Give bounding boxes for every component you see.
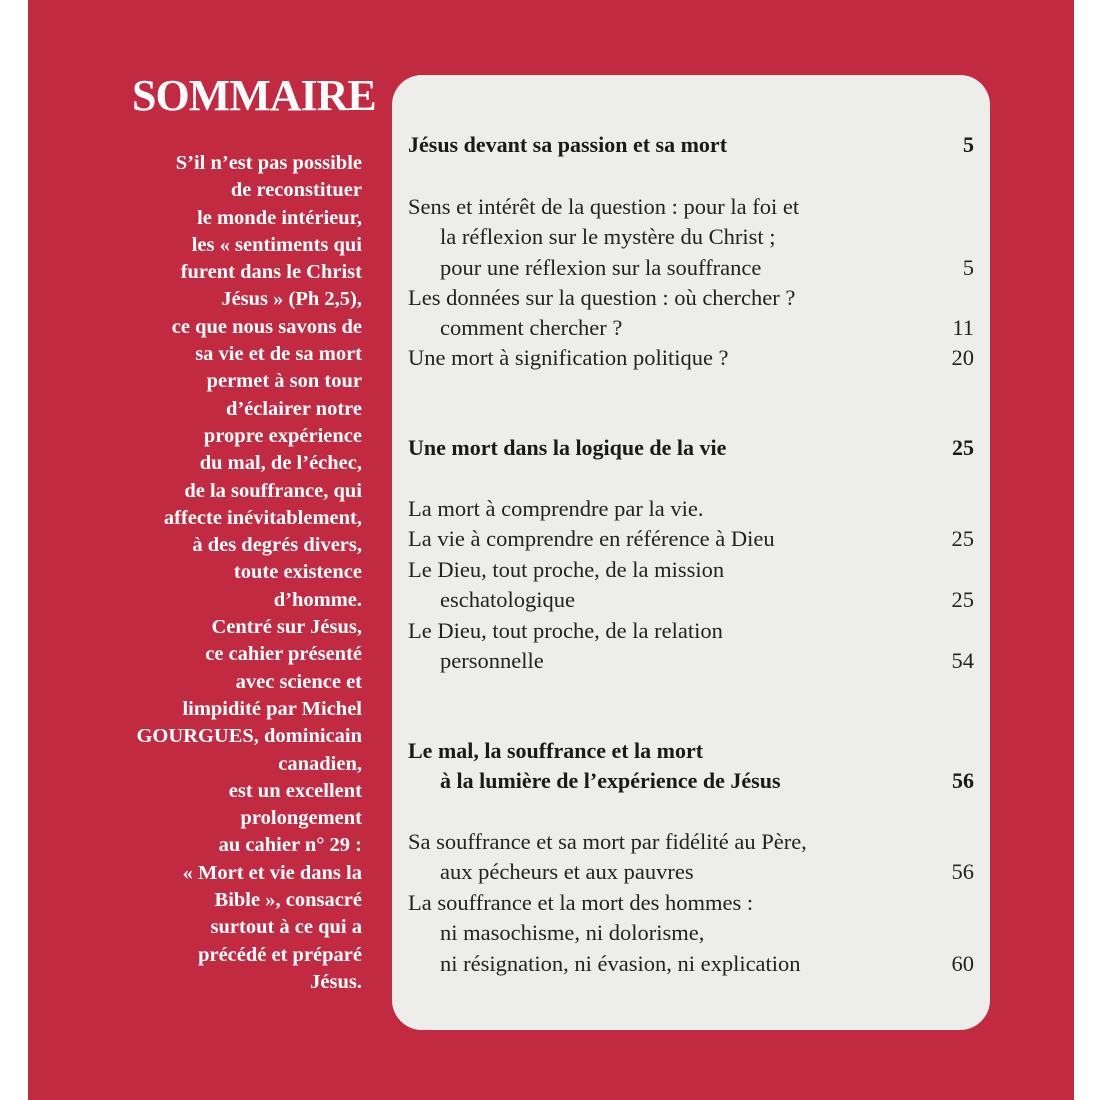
blurb-line: permet à son tour <box>206 370 362 393</box>
entry-page-number: 5 <box>962 254 974 280</box>
entry-line: Le Dieu, tout proche, de la mission <box>408 557 725 582</box>
section-heading <box>408 130 976 160</box>
blurb-line: les « sentiments qui <box>191 233 362 256</box>
entry-line: Sens et intérêt de la question : pour la foi et <box>408 194 800 219</box>
blurb <box>110 150 362 996</box>
entry-line: comment chercher ? <box>440 315 623 341</box>
entry-line: pour une réflexion sur la souffrance <box>440 254 762 280</box>
blurb-line: Bible », consacré <box>214 889 362 912</box>
blurb-line: affecte inévitablement, <box>163 506 362 529</box>
blurb-line: S’il n’est pas possible <box>175 152 362 174</box>
blurb-line: est un excellent <box>228 779 362 802</box>
blurb-line: ce cahier présenté <box>205 643 362 666</box>
entry-line: La mort à comprendre par la vie. <box>408 496 704 521</box>
toc-entry <box>408 192 976 283</box>
section-title: Le mal, la souffrance et la mort <box>408 738 704 763</box>
blurb-line: avec science et <box>235 670 362 693</box>
blurb-line: d’homme. <box>273 588 362 611</box>
toc-entry <box>408 494 976 524</box>
blurb-line: prolongement <box>240 807 362 830</box>
entry-page-number: 25 <box>951 526 974 551</box>
blurb-line: toute existence <box>233 561 362 584</box>
blurb-line: le monde intérieur, <box>197 206 362 229</box>
blurb-line: à des degrés divers, <box>192 534 362 557</box>
blurb-line: d’éclairer notre <box>225 397 362 420</box>
entry-line: ni masochisme, ni dolorisme, <box>440 920 705 946</box>
entry-page-number: 25 <box>951 587 974 613</box>
section-page-number: 25 <box>952 435 974 460</box>
toc-entry <box>408 827 976 888</box>
blurb-line: de la souffrance, qui <box>184 479 362 502</box>
blurb-line: sa vie et de sa mort <box>195 343 362 366</box>
entry-line: Les données sur la question : où chercher ? <box>408 285 796 310</box>
entry-page-number: 60 <box>951 950 974 976</box>
section-page-number: 56 <box>952 768 974 794</box>
blurb-line: canadien, <box>278 752 362 775</box>
blurb-line: limpidité par Michel <box>182 697 362 720</box>
entry-page-number: 56 <box>951 859 974 885</box>
entry-line: La souffrance et la mort des hommes : <box>408 890 754 915</box>
blurb-line: précédé et préparé <box>198 943 362 966</box>
section-title: Une mort dans la logique de la vie <box>408 435 727 460</box>
blurb-line: de reconstituer <box>230 179 362 202</box>
entry-page-number: 54 <box>951 648 974 674</box>
blurb-line: GOURGUES, dominicain <box>136 725 362 748</box>
blurb-line: au cahier n° 29 : <box>218 834 362 857</box>
entry-page-number: 20 <box>951 345 974 370</box>
blurb-line: Jésus. <box>310 970 362 993</box>
blurb-line: Jésus » (Ph 2,5), <box>221 288 362 311</box>
toc-entry <box>408 616 976 677</box>
blurb-line: « Mort et vie dans la <box>182 861 362 884</box>
entry-line: Une mort à signification politique ? <box>408 345 729 370</box>
toc-entry <box>408 555 976 616</box>
entry-line: aux pécheurs et aux pauvres <box>440 859 694 885</box>
blurb-line: furent dans le Christ <box>180 261 362 284</box>
section-page-number: 5 <box>963 132 974 157</box>
entry-line: la réflexion sur le mystère du Christ ; <box>440 224 776 250</box>
section-heading <box>408 736 976 797</box>
section-title: à la lumière de l’expérience de Jésus <box>440 768 781 794</box>
toc-entry <box>408 343 976 373</box>
entry-line: La vie à comprendre en référence à Dieu <box>408 526 775 551</box>
section-title: Jésus devant sa passion et sa mort <box>408 132 728 157</box>
entry-line: Sa souffrance et sa mort par fidélité au Père, <box>408 829 807 854</box>
entry-line: ni résignation, ni évasion, ni explication <box>440 950 801 976</box>
section-heading <box>408 433 976 463</box>
blurb-line: surtout à ce qui a <box>210 916 362 939</box>
blurb-line: propre expérience <box>203 424 362 447</box>
blurb-line: ce que nous savons de <box>171 315 362 338</box>
toc-entry <box>408 283 976 344</box>
entry-page-number: 11 <box>952 315 974 341</box>
entry-line: eschatologique <box>440 587 575 613</box>
page-title: SOMMAIRE <box>132 71 376 120</box>
entry-line: Le Dieu, tout proche, de la relation <box>408 618 723 643</box>
blurb-line: Centré sur Jésus, <box>211 616 362 639</box>
toc-entry <box>408 888 976 979</box>
toc-entry <box>408 524 976 554</box>
blurb-line: du mal, de l’échec, <box>199 452 362 475</box>
entry-line: personnelle <box>440 648 544 674</box>
